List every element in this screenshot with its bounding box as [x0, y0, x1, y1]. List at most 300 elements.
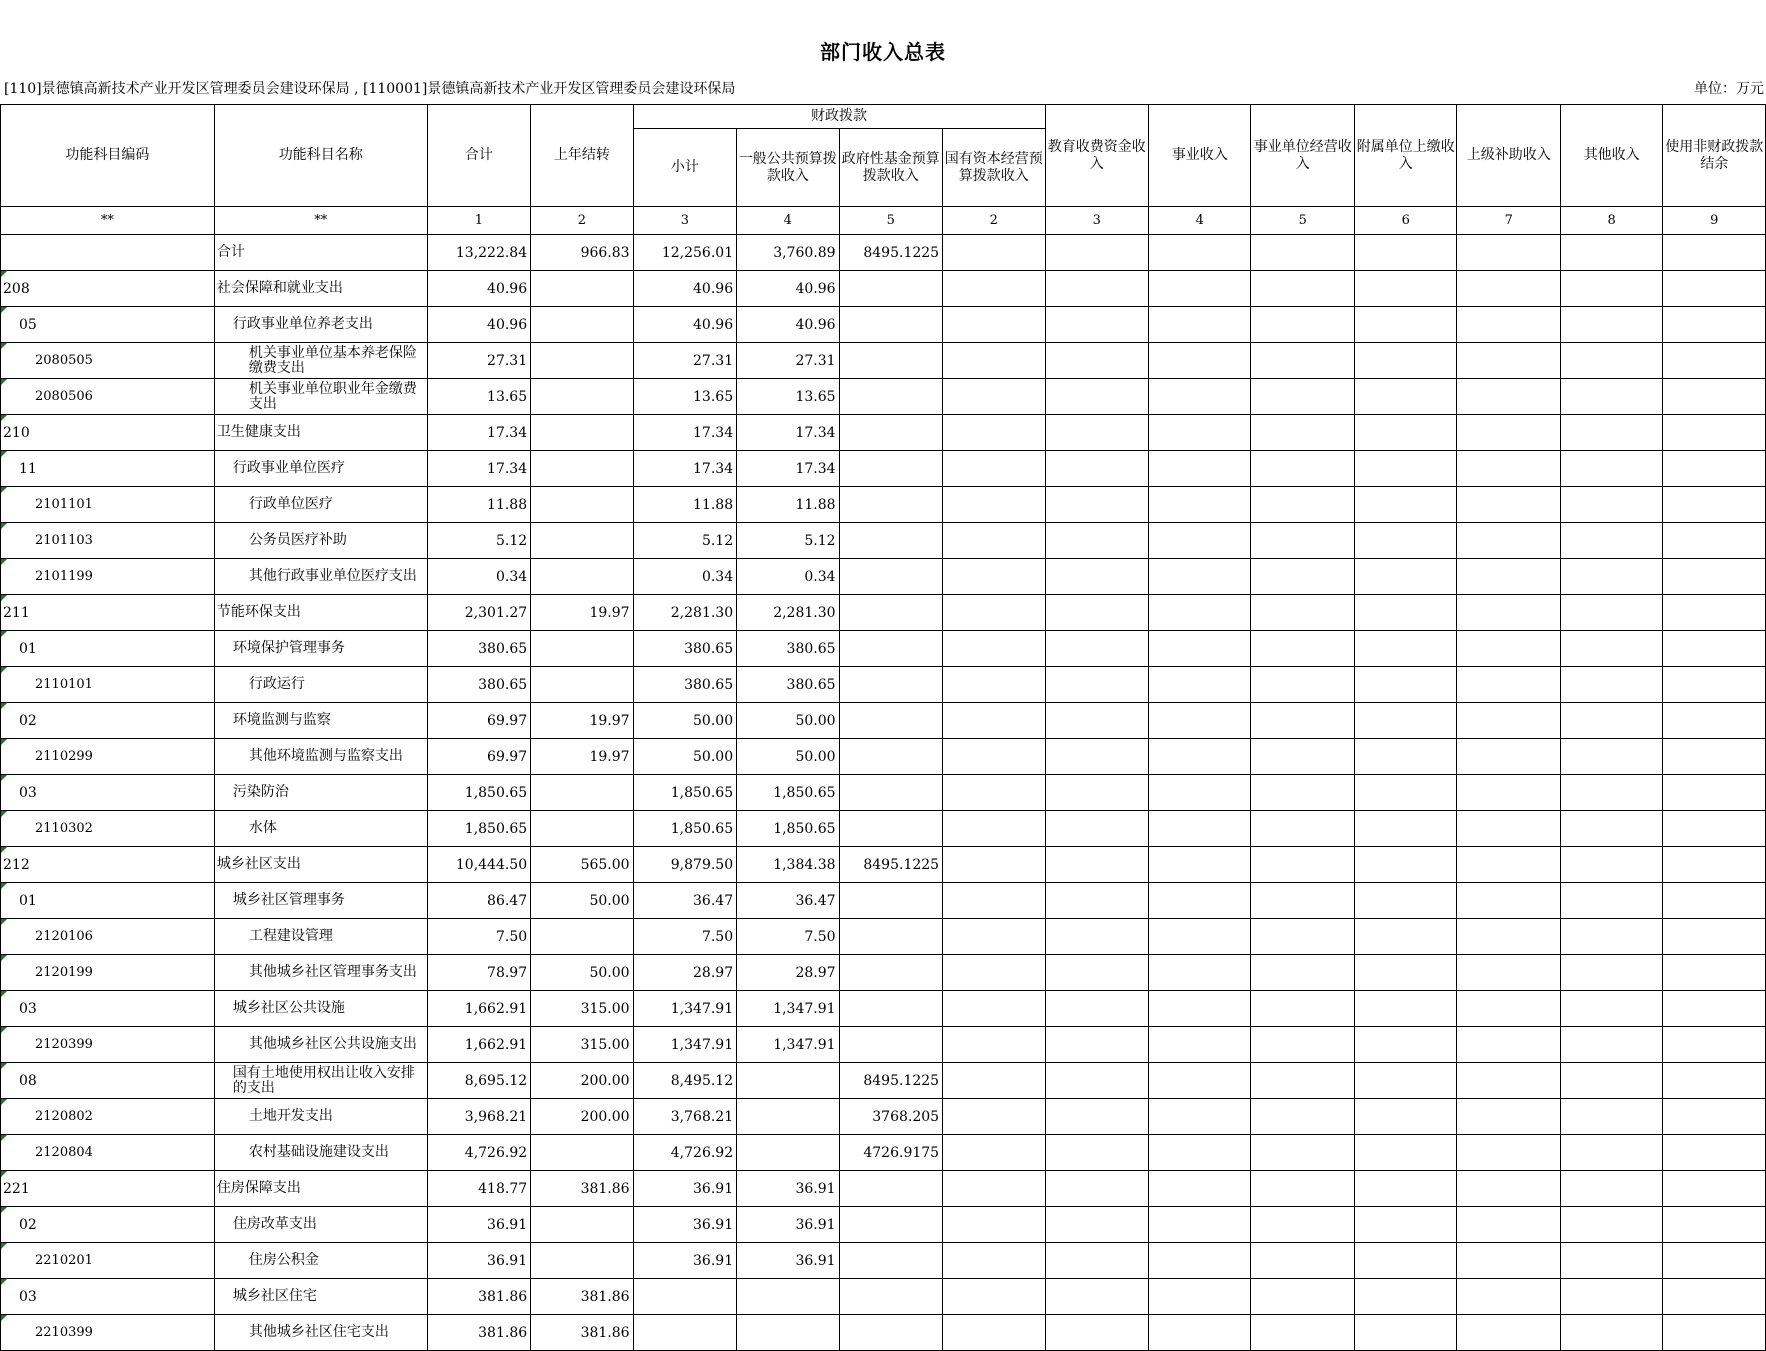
subtotal-cell: 50.00 — [633, 739, 737, 775]
empty-cell — [1663, 307, 1766, 343]
function-name-cell: 其他城乡社区公共设施支出 — [214, 1027, 427, 1063]
empty-cell — [1457, 595, 1561, 631]
function-name-cell: 水体 — [214, 811, 427, 847]
empty-cell — [1663, 235, 1766, 271]
function-name-cell: 社会保障和就业支出 — [214, 271, 427, 307]
empty-cell — [1457, 451, 1561, 487]
function-code-cell: 2110299 — [1, 739, 215, 775]
total-cell: 5.12 — [427, 523, 531, 559]
function-name-cell: 其他环境监测与监察支出 — [214, 739, 427, 775]
general-budget-cell: 40.96 — [737, 271, 839, 307]
general-budget-cell: 1,850.65 — [737, 775, 839, 811]
carryover-cell: 381.86 — [531, 1315, 633, 1351]
subtotal-cell: 380.65 — [633, 631, 737, 667]
gov-fund-cell — [839, 991, 943, 1027]
department-line: [110]景德镇高新技术产业开发区管理委员会建设环保局 , [110001]景德镇高新技术产业开发区管理委员会建设环保局 — [4, 81, 736, 97]
total-cell: 1,662.91 — [427, 991, 531, 1027]
empty-cell — [1149, 415, 1251, 451]
empty-cell — [943, 667, 1045, 703]
empty-cell — [943, 379, 1045, 415]
total-cell: 36.91 — [427, 1243, 531, 1279]
empty-cell — [1355, 883, 1457, 919]
empty-cell — [943, 883, 1045, 919]
gov-fund-cell — [839, 703, 943, 739]
empty-cell — [1560, 1171, 1662, 1207]
empty-cell — [943, 955, 1045, 991]
empty-cell — [1457, 919, 1561, 955]
empty-cell — [1560, 919, 1662, 955]
function-name-cell: 机关事业单位职业年金缴费支出 — [214, 379, 427, 415]
header-non-fiscal-balance: 使用非财政拨款结余 — [1663, 105, 1766, 207]
function-code-cell: 211 — [1, 595, 215, 631]
total-cell: 86.47 — [427, 883, 531, 919]
empty-cell — [943, 991, 1045, 1027]
subtotal-cell: 1,347.91 — [633, 991, 737, 1027]
subtotal-cell: 50.00 — [633, 703, 737, 739]
general-budget-cell: 1,347.91 — [737, 1027, 839, 1063]
table-row — [1, 379, 1766, 415]
gov-fund-cell: 8495.1225 — [839, 235, 943, 271]
empty-cell — [1663, 451, 1766, 487]
general-budget-cell: 28.97 — [737, 955, 839, 991]
total-cell: 40.96 — [427, 307, 531, 343]
empty-cell — [1045, 739, 1149, 775]
empty-cell — [1045, 991, 1149, 1027]
empty-cell — [1457, 379, 1561, 415]
general-budget-cell: 40.96 — [737, 307, 839, 343]
empty-cell — [1149, 847, 1251, 883]
empty-cell — [1457, 847, 1561, 883]
function-code-cell: 2101199 — [1, 559, 215, 595]
empty-cell — [1149, 379, 1251, 415]
empty-cell — [1663, 559, 1766, 595]
function-name-cell: 节能环保支出 — [214, 595, 427, 631]
subtotal-cell: 28.97 — [633, 955, 737, 991]
empty-cell — [1149, 451, 1251, 487]
empty-cell — [1355, 487, 1457, 523]
empty-cell — [1457, 1027, 1561, 1063]
empty-cell — [1560, 1027, 1662, 1063]
empty-cell — [943, 451, 1045, 487]
function-name-cell: 其他行政事业单位医疗支出 — [214, 559, 427, 595]
subtotal-cell: 380.65 — [633, 667, 737, 703]
carryover-cell: 19.97 — [531, 739, 633, 775]
empty-cell — [1251, 811, 1355, 847]
carryover-cell — [531, 1135, 633, 1171]
empty-cell — [1251, 1315, 1355, 1351]
function-name-cell: 机关事业单位基本养老保险缴费支出 — [214, 343, 427, 379]
gov-fund-cell — [839, 955, 943, 991]
table-row — [1, 487, 1766, 523]
empty-cell — [943, 1027, 1045, 1063]
empty-cell — [1251, 991, 1355, 1027]
carryover-cell: 315.00 — [531, 991, 633, 1027]
empty-cell — [1251, 451, 1355, 487]
empty-cell — [1355, 1063, 1457, 1099]
empty-cell — [1457, 1279, 1561, 1315]
income-summary-table — [0, 104, 1766, 1351]
general-budget-cell: 17.34 — [737, 451, 839, 487]
empty-cell — [1457, 1135, 1561, 1171]
function-name-cell: 城乡社区公共设施 — [214, 991, 427, 1027]
header-state-capital: 国有资本经营预算拨款收入 — [943, 129, 1045, 207]
empty-cell — [943, 559, 1045, 595]
empty-cell — [1251, 955, 1355, 991]
general-budget-cell — [737, 1099, 839, 1135]
empty-cell — [1251, 379, 1355, 415]
empty-cell — [1663, 1243, 1766, 1279]
report-title: 部门收入总表 — [820, 40, 946, 64]
gov-fund-cell: 8495.1225 — [839, 1063, 943, 1099]
empty-cell — [1251, 667, 1355, 703]
empty-cell — [943, 1135, 1045, 1171]
empty-cell — [1149, 523, 1251, 559]
empty-cell — [1355, 1243, 1457, 1279]
empty-cell — [1251, 703, 1355, 739]
empty-cell — [1663, 415, 1766, 451]
function-name-cell: 土地开发支出 — [214, 1099, 427, 1135]
index-cell: 4 — [1149, 207, 1251, 235]
total-cell: 17.34 — [427, 415, 531, 451]
empty-cell — [1355, 739, 1457, 775]
empty-cell — [1045, 1315, 1149, 1351]
empty-cell — [1149, 1135, 1251, 1171]
index-cell: 8 — [1560, 207, 1662, 235]
carryover-cell — [531, 631, 633, 667]
empty-cell — [1149, 595, 1251, 631]
empty-cell — [943, 1063, 1045, 1099]
carryover-cell: 315.00 — [531, 1027, 633, 1063]
empty-cell — [1663, 523, 1766, 559]
empty-cell — [1251, 343, 1355, 379]
empty-cell — [1251, 559, 1355, 595]
empty-cell — [1355, 1171, 1457, 1207]
function-code-cell: 2120199 — [1, 955, 215, 991]
empty-cell — [1560, 1063, 1662, 1099]
empty-cell — [1355, 811, 1457, 847]
empty-cell — [1457, 415, 1561, 451]
empty-cell — [1663, 271, 1766, 307]
subtotal-cell: 17.34 — [633, 415, 737, 451]
function-name-cell: 住房公积金 — [214, 1243, 427, 1279]
function-name-cell: 行政事业单位养老支出 — [214, 307, 427, 343]
empty-cell — [1045, 235, 1149, 271]
empty-cell — [1149, 739, 1251, 775]
function-name-cell: 公务员医疗补助 — [214, 523, 427, 559]
function-code-cell: 03 — [1, 991, 215, 1027]
table-row — [1, 559, 1766, 595]
empty-cell — [1457, 1063, 1561, 1099]
general-budget-cell: 7.50 — [737, 919, 839, 955]
empty-cell — [1251, 883, 1355, 919]
general-budget-cell: 1,850.65 — [737, 811, 839, 847]
function-code-cell: 01 — [1, 631, 215, 667]
carryover-cell: 50.00 — [531, 883, 633, 919]
empty-cell — [1560, 847, 1662, 883]
subtotal-cell: 2,281.30 — [633, 595, 737, 631]
gov-fund-cell: 3768.205 — [839, 1099, 943, 1135]
empty-cell — [1149, 991, 1251, 1027]
empty-cell — [1663, 1135, 1766, 1171]
header-affiliate-income: 附属单位上缴收入 — [1355, 105, 1457, 207]
table-row — [1, 1279, 1766, 1315]
empty-cell — [1251, 415, 1355, 451]
subtotal-cell: 36.91 — [633, 1243, 737, 1279]
empty-cell — [1457, 703, 1561, 739]
total-cell: 418.77 — [427, 1171, 531, 1207]
empty-cell — [1251, 1207, 1355, 1243]
empty-cell — [1355, 991, 1457, 1027]
header-fiscal-group: 财政拨款 — [633, 105, 1045, 129]
empty-cell — [1560, 1243, 1662, 1279]
table-row — [1, 991, 1766, 1027]
empty-cell — [1149, 667, 1251, 703]
carryover-cell — [531, 343, 633, 379]
subtotal-cell: 36.91 — [633, 1207, 737, 1243]
empty-cell — [1355, 415, 1457, 451]
index-cell: 3 — [1045, 207, 1149, 235]
function-code-cell: 2080506 — [1, 379, 215, 415]
empty-cell — [1251, 1063, 1355, 1099]
general-budget-cell: 36.91 — [737, 1171, 839, 1207]
header-operation-income: 事业单位经营收入 — [1251, 105, 1355, 207]
empty-cell — [943, 235, 1045, 271]
table-row — [1, 1243, 1766, 1279]
carryover-cell: 19.97 — [531, 703, 633, 739]
empty-cell — [1560, 415, 1662, 451]
function-name-cell: 其他城乡社区管理事务支出 — [214, 955, 427, 991]
empty-cell — [1457, 883, 1561, 919]
function-name-cell: 城乡社区管理事务 — [214, 883, 427, 919]
carryover-cell: 381.86 — [531, 1171, 633, 1207]
carryover-cell: 966.83 — [531, 235, 633, 271]
empty-cell — [1045, 631, 1149, 667]
empty-cell — [1457, 307, 1561, 343]
total-cell: 381.86 — [427, 1279, 531, 1315]
empty-cell — [1251, 1243, 1355, 1279]
carryover-cell: 381.86 — [531, 1279, 633, 1315]
gov-fund-cell: 4726.9175 — [839, 1135, 943, 1171]
empty-cell — [1355, 1099, 1457, 1135]
empty-cell — [1045, 1063, 1149, 1099]
carryover-cell — [531, 271, 633, 307]
gov-fund-cell — [839, 775, 943, 811]
subtotal-cell: 12,256.01 — [633, 235, 737, 271]
function-name-cell: 城乡社区住宅 — [214, 1279, 427, 1315]
empty-cell — [1560, 739, 1662, 775]
table-row — [1, 235, 1766, 271]
empty-cell — [1149, 559, 1251, 595]
empty-cell — [1045, 415, 1149, 451]
empty-cell — [1149, 1027, 1251, 1063]
subtotal-cell: 40.96 — [633, 271, 737, 307]
function-code-cell: 2110101 — [1, 667, 215, 703]
empty-cell — [1663, 955, 1766, 991]
total-cell: 7.50 — [427, 919, 531, 955]
empty-cell — [1457, 667, 1561, 703]
header-subtotal: 小计 — [633, 129, 737, 207]
empty-cell — [1355, 559, 1457, 595]
gov-fund-cell — [839, 415, 943, 451]
empty-cell — [1149, 955, 1251, 991]
empty-cell — [1251, 595, 1355, 631]
index-cell: 5 — [839, 207, 943, 235]
empty-cell — [1149, 1063, 1251, 1099]
general-budget-cell — [737, 1063, 839, 1099]
empty-cell — [1045, 451, 1149, 487]
subtotal-cell: 36.91 — [633, 1171, 737, 1207]
empty-cell — [1355, 703, 1457, 739]
subtotal-cell: 0.34 — [633, 559, 737, 595]
carryover-cell: 50.00 — [531, 955, 633, 991]
total-cell: 1,662.91 — [427, 1027, 531, 1063]
empty-cell — [1149, 307, 1251, 343]
subtotal-cell: 1,850.65 — [633, 811, 737, 847]
total-cell: 380.65 — [427, 631, 531, 667]
carryover-cell — [531, 775, 633, 811]
function-name-cell: 卫生健康支出 — [214, 415, 427, 451]
empty-cell — [1355, 451, 1457, 487]
empty-cell — [1251, 1135, 1355, 1171]
empty-cell — [1355, 523, 1457, 559]
empty-cell — [1663, 919, 1766, 955]
index-cell: ** — [1, 207, 215, 235]
carryover-cell: 565.00 — [531, 847, 633, 883]
carryover-cell — [531, 667, 633, 703]
function-name-cell: 行政单位医疗 — [214, 487, 427, 523]
empty-cell — [1560, 343, 1662, 379]
empty-cell — [1149, 631, 1251, 667]
empty-cell — [1045, 523, 1149, 559]
empty-cell — [1560, 1135, 1662, 1171]
total-cell: 11.88 — [427, 487, 531, 523]
empty-cell — [943, 739, 1045, 775]
header-education-fee: 教育收费资金收入 — [1045, 105, 1149, 207]
index-cell: 1 — [427, 207, 531, 235]
empty-cell — [1663, 667, 1766, 703]
total-cell: 13.65 — [427, 379, 531, 415]
table-row — [1, 1027, 1766, 1063]
empty-cell — [1045, 703, 1149, 739]
empty-cell — [1457, 1207, 1561, 1243]
empty-cell — [943, 811, 1045, 847]
general-budget-cell: 380.65 — [737, 667, 839, 703]
empty-cell — [1663, 595, 1766, 631]
empty-cell — [1149, 1207, 1251, 1243]
function-code-cell: 212 — [1, 847, 215, 883]
general-budget-cell: 13.65 — [737, 379, 839, 415]
empty-cell — [1045, 955, 1149, 991]
function-name-cell: 农村基础设施建设支出 — [214, 1135, 427, 1171]
empty-cell — [1560, 451, 1662, 487]
empty-cell — [1251, 487, 1355, 523]
empty-cell — [1560, 811, 1662, 847]
carryover-cell — [531, 487, 633, 523]
empty-cell — [1663, 1279, 1766, 1315]
gov-fund-cell — [839, 1027, 943, 1063]
general-budget-cell: 3,760.89 — [737, 235, 839, 271]
empty-cell — [1560, 487, 1662, 523]
empty-cell — [1149, 883, 1251, 919]
table-row — [1, 1099, 1766, 1135]
function-name-cell: 城乡社区支出 — [214, 847, 427, 883]
general-budget-cell — [737, 1279, 839, 1315]
empty-cell — [943, 523, 1045, 559]
carryover-cell — [531, 415, 633, 451]
empty-cell — [1663, 811, 1766, 847]
carryover-cell — [531, 451, 633, 487]
table-row — [1, 1315, 1766, 1351]
table-row — [1, 595, 1766, 631]
empty-cell — [943, 343, 1045, 379]
gov-fund-cell — [839, 883, 943, 919]
empty-cell — [1355, 919, 1457, 955]
empty-cell — [1045, 595, 1149, 631]
function-name-cell: 环境保护管理事务 — [214, 631, 427, 667]
empty-cell — [943, 415, 1045, 451]
table-row — [1, 667, 1766, 703]
empty-cell — [1045, 811, 1149, 847]
function-code-cell: 2210399 — [1, 1315, 215, 1351]
empty-cell — [1251, 523, 1355, 559]
empty-cell — [1045, 271, 1149, 307]
empty-cell — [1045, 1027, 1149, 1063]
header-carryover: 上年结转 — [531, 105, 633, 207]
header-name: 功能科目名称 — [214, 105, 427, 207]
empty-cell — [1457, 739, 1561, 775]
subtotal-cell: 5.12 — [633, 523, 737, 559]
total-cell: 17.34 — [427, 451, 531, 487]
carryover-cell — [531, 379, 633, 415]
empty-cell — [943, 487, 1045, 523]
gov-fund-cell — [839, 451, 943, 487]
empty-cell — [1560, 703, 1662, 739]
general-budget-cell: 50.00 — [737, 739, 839, 775]
general-budget-cell: 0.34 — [737, 559, 839, 595]
function-name-cell: 污染防治 — [214, 775, 427, 811]
empty-cell — [1457, 775, 1561, 811]
function-code-cell: 05 — [1, 307, 215, 343]
gov-fund-cell — [839, 523, 943, 559]
function-code-cell: 208 — [1, 271, 215, 307]
empty-cell — [1045, 883, 1149, 919]
subtotal-cell: 7.50 — [633, 919, 737, 955]
gov-fund-cell — [839, 271, 943, 307]
empty-cell — [1457, 523, 1561, 559]
empty-cell — [1560, 991, 1662, 1027]
table-row — [1, 1207, 1766, 1243]
empty-cell — [1045, 379, 1149, 415]
carryover-cell: 200.00 — [531, 1063, 633, 1099]
function-name-cell: 住房改革支出 — [214, 1207, 427, 1243]
header-gov-fund: 政府性基金预算拨款收入 — [839, 129, 943, 207]
carryover-cell — [531, 1207, 633, 1243]
table-row — [1, 523, 1766, 559]
function-code-cell: 2101101 — [1, 487, 215, 523]
total-cell: 2,301.27 — [427, 595, 531, 631]
empty-cell — [1663, 1099, 1766, 1135]
general-budget-cell — [737, 1315, 839, 1351]
empty-cell — [1045, 775, 1149, 811]
carryover-cell — [531, 811, 633, 847]
empty-cell — [1149, 235, 1251, 271]
index-cell: 2 — [531, 207, 633, 235]
empty-cell — [1560, 523, 1662, 559]
empty-cell — [943, 595, 1045, 631]
empty-cell — [1560, 307, 1662, 343]
index-cell: 9 — [1663, 207, 1766, 235]
total-cell: 3,968.21 — [427, 1099, 531, 1135]
